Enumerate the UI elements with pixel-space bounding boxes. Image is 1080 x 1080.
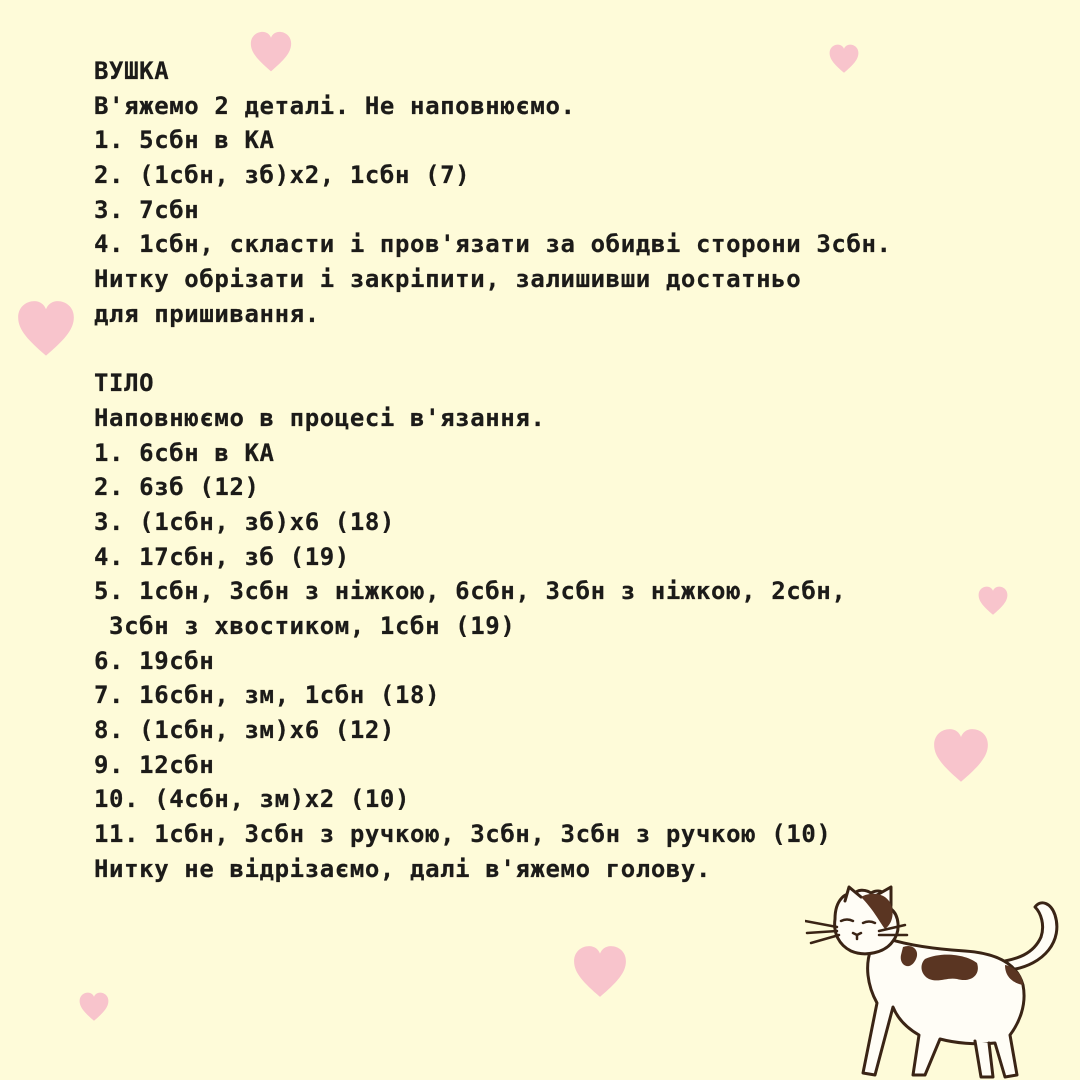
body-row: 6. 19сбн bbox=[94, 646, 215, 675]
body-finish: Нитку не відрізаємо, далі в'яжемо голову. bbox=[94, 854, 712, 883]
ears-finish-line-2: для пришивання. bbox=[94, 299, 320, 328]
section-title-ears: ВУШКА bbox=[94, 57, 170, 85]
heart-icon bbox=[573, 940, 627, 1004]
body-row: 10. (4сбн, зм)х2 (10) bbox=[94, 785, 411, 814]
ears-intro: В'яжемо 2 деталі. Не наповнюємо. bbox=[94, 91, 576, 120]
body-row: 11. 1сбн, 3сбн з ручкою, 3сбн, 3сбн з ручкою (10) bbox=[94, 820, 832, 849]
ears-row: 3. 7сбн bbox=[94, 195, 200, 224]
body-row: 9. 12сбн bbox=[94, 750, 215, 779]
body-row: 3сбн з хвостиком, 1сбн (19) bbox=[94, 612, 516, 640]
body-row: 3. (1сбн, зб)х6 (18) bbox=[94, 507, 395, 536]
ears-row: 4. 1сбн, скласти і пров'язати за обидві сторони 3сбн. bbox=[94, 230, 892, 259]
section-title-body: ТІЛО bbox=[94, 369, 155, 398]
ears-row: 2. (1сбн, зб)х2, 1сбн (7) bbox=[94, 161, 471, 190]
section-spacer bbox=[94, 332, 1024, 367]
body-row: 7. 16сбн, зм, 1сбн (18) bbox=[94, 681, 441, 710]
body-intro: Наповнюємо в процесі в'язання. bbox=[94, 403, 546, 432]
heart-icon bbox=[17, 296, 75, 362]
cat-illustration bbox=[805, 885, 1080, 1080]
body-row: 2. 6зб (12) bbox=[94, 473, 260, 502]
ears-finish-line-1: Нитку обрізати і закріпити, залишивши достатньо bbox=[94, 265, 802, 294]
body-row: 8. (1сбн, зм)х6 (12) bbox=[94, 716, 395, 745]
heart-icon bbox=[79, 986, 109, 1028]
body-row: 1. 6сбн в КА bbox=[94, 438, 275, 467]
ears-row: 1. 5сбн в КА bbox=[94, 126, 275, 155]
crochet-pattern-text bbox=[94, 54, 1024, 887]
body-row: 5. 1сбн, 3сбн з ніжкою, 6сбн, 3сбн з ніжкою, 2сбн, bbox=[94, 577, 847, 606]
body-row: 4. 17сбн, зб (19) bbox=[94, 542, 350, 571]
